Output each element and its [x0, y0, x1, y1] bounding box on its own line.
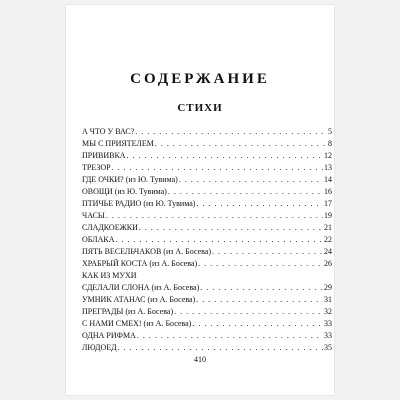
page-number: 410 — [194, 355, 206, 364]
toc-entry-title: МЫ С ПРИЯТЕЛЕМ — [82, 139, 154, 148]
toc-leader-dots — [116, 234, 324, 246]
toc-entry-title: СЛАДКОЕЖКИ — [82, 223, 138, 232]
toc-entry-page: 19 — [324, 211, 332, 220]
section-heading: СТИХИ — [177, 102, 223, 114]
toc-entry — [82, 222, 332, 234]
toc-entry — [82, 342, 332, 354]
toc-leader-dots — [179, 174, 323, 186]
toc-entry — [82, 150, 332, 162]
toc-entry-page: 33 — [324, 331, 332, 340]
toc-entry — [82, 174, 332, 186]
toc-leader-dots — [106, 210, 323, 222]
toc-leader-dots — [139, 222, 323, 234]
toc-entry — [82, 138, 332, 150]
toc-leader-dots — [212, 246, 323, 258]
toc-entry-page: 17 — [324, 199, 332, 208]
toc-entry-title: ГДЕ ОЧКИ? (из Ю. Тувима) — [82, 175, 178, 184]
toc-entry-title: ТРЕЗОР — [82, 163, 111, 172]
book-page — [66, 5, 334, 395]
toc-entry — [82, 330, 332, 342]
toc-entry-page: 14 — [324, 175, 332, 184]
toc-entry — [82, 234, 332, 246]
toc-entry-page: 13 — [324, 163, 332, 172]
toc-entry — [82, 282, 332, 294]
toc-entry-title: УМНИК АТАНАС (из А. Босева) — [82, 295, 196, 304]
toc-entry-title: С НАМИ СМЕХ! (из А. Босева) — [82, 319, 192, 328]
toc-entry — [82, 210, 332, 222]
toc-entry-page: 12 — [324, 151, 332, 160]
page-title: СОДЕРЖАНИЕ — [130, 71, 270, 87]
toc-entry-title: ПТИЧЬЕ РАДИО (из Ю. Тувима) — [82, 199, 196, 208]
toc-entry — [82, 270, 332, 282]
toc-leader-dots — [135, 126, 327, 138]
toc-leader-dots — [196, 198, 323, 210]
toc-entry — [82, 126, 332, 138]
toc-entry-page: 21 — [324, 223, 332, 232]
toc-leader-dots — [198, 258, 323, 270]
toc-leader-dots — [192, 318, 323, 330]
toc-entry-title: А ЧТО У ВАС? — [82, 127, 135, 136]
toc-entry — [82, 198, 332, 210]
toc-entry-page: 22 — [324, 235, 332, 244]
toc-leader-dots — [137, 330, 323, 342]
toc-entry-title: ПЯТЬ ВЕСЕЛЬЧАКОВ (из А. Босева) — [82, 247, 212, 256]
toc-entry-page: 24 — [324, 247, 332, 256]
toc-entry — [82, 162, 332, 174]
toc-leader-dots — [200, 282, 323, 294]
toc-entry-title: ОДНА РИФМА — [82, 331, 136, 340]
toc-leader-dots — [196, 294, 323, 306]
toc-entry-title: ОБЛАКА — [82, 235, 115, 244]
toc-entry-page: 5 — [328, 127, 332, 136]
toc-entry — [82, 294, 332, 306]
toc-entry-page: 26 — [324, 259, 332, 268]
toc-entry-title: ЛЮДОЕД — [82, 343, 117, 352]
toc-entry-page: 29 — [324, 283, 332, 292]
toc-leader-dots — [174, 306, 323, 318]
toc-entry-title: ХРАБРЫЙ КОСТА (из А. Босева) — [82, 259, 198, 268]
toc-entry-title: ЧАСЫ — [82, 211, 105, 220]
toc-entry-page: 16 — [324, 187, 332, 196]
toc-leader-dots — [127, 150, 323, 162]
toc-entry — [82, 318, 332, 330]
table-of-contents — [82, 126, 332, 354]
toc-entry-page: 31 — [324, 295, 332, 304]
toc-entry — [82, 258, 332, 270]
toc-leader-dots — [118, 342, 323, 354]
toc-leader-dots — [155, 138, 327, 150]
toc-entry — [82, 306, 332, 318]
toc-entry — [82, 186, 332, 198]
toc-entry-title: ПРЕГРАДЫ (из А. Босева) — [82, 307, 174, 316]
toc-entry-page: 8 — [328, 139, 332, 148]
toc-entry-title: КАК ИЗ МУХИ — [82, 271, 137, 280]
toc-entry-title: СДЕЛАЛИ СЛОНА (из А. Босева) — [82, 283, 200, 292]
toc-entry-page: 33 — [324, 319, 332, 328]
toc-entry-title: ПРИВИВКА — [82, 151, 126, 160]
toc-entry — [82, 246, 332, 258]
toc-entry-page: 32 — [324, 307, 332, 316]
toc-entry-title: ОВОЩИ (из Ю. Тувима) — [82, 187, 167, 196]
toc-leader-dots — [112, 162, 323, 174]
toc-leader-dots — [168, 186, 323, 198]
toc-entry-page: 35 — [324, 343, 332, 352]
